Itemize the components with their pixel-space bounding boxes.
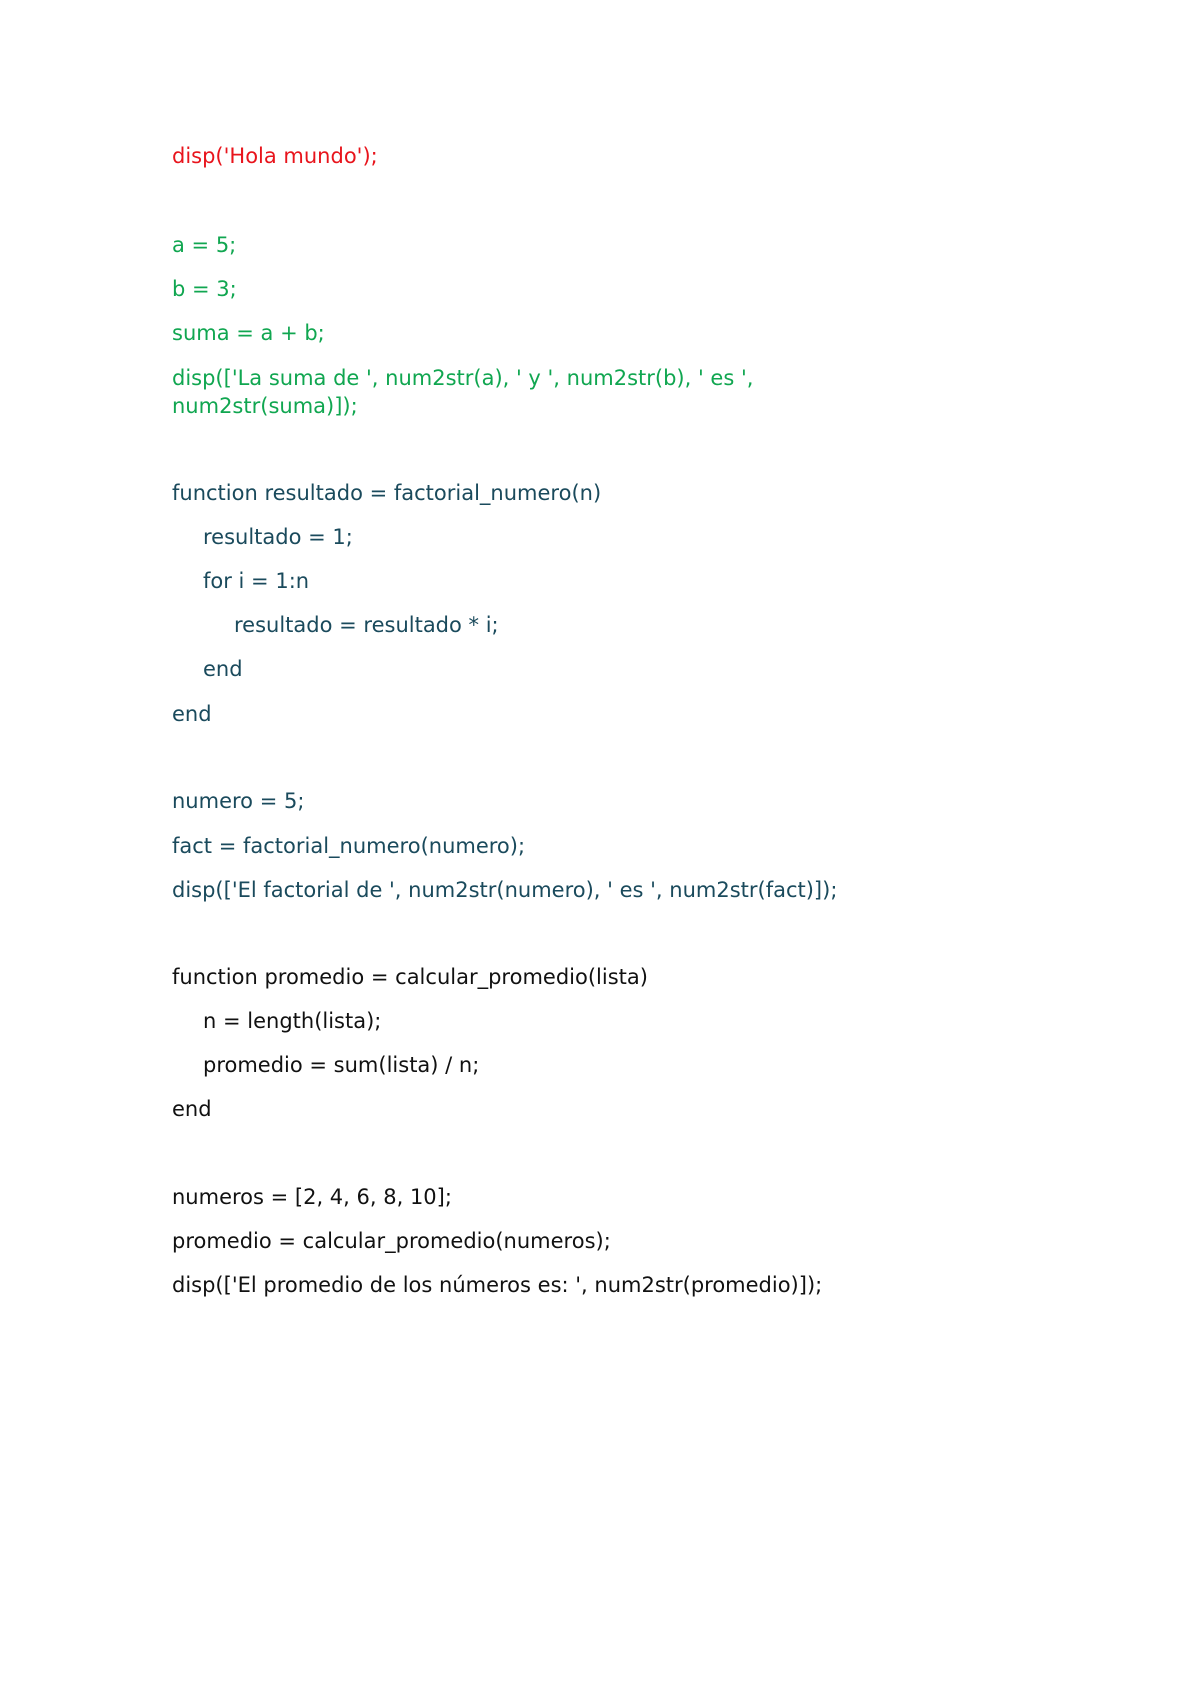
code-line-promedio-call: promedio = calcular_promedio(numeros); — [172, 1229, 611, 1253]
code-line-disp-suma: disp(['La suma de ', num2str(a), ' y ', num2str(b), ' es ', — [172, 366, 754, 390]
code-line-function-factorial: function resultado = factorial_numero(n) — [172, 481, 602, 505]
code-line-b: b = 3; — [172, 277, 237, 301]
code-line-end-for: end — [203, 657, 243, 681]
code-line-promedio-calc: promedio = sum(lista) / n; — [203, 1053, 480, 1077]
code-line-suma: suma = a + b; — [172, 321, 325, 345]
code-line-disp-promedio: disp(['El promedio de los números es: ', num2str(promedio)]); — [172, 1273, 823, 1297]
code-line-for: for i = 1:n — [203, 569, 310, 593]
code-line-end-promedio: end — [172, 1097, 212, 1121]
code-line-disp-fact: disp(['El factorial de ', num2str(numero), ' es ', num2str(fact)]); — [172, 878, 838, 902]
code-line-n-length: n = length(lista); — [203, 1009, 382, 1033]
code-line-disp-suma-cont: num2str(suma)]); — [172, 394, 358, 418]
code-line-end-function: end — [172, 702, 212, 726]
code-line-resultado-mult: resultado = resultado * i; — [234, 613, 499, 637]
code-line-numero: numero = 5; — [172, 789, 305, 813]
code-line-numeros: numeros = [2, 4, 6, 8, 10]; — [172, 1185, 452, 1209]
code-line-resultado-init: resultado = 1; — [203, 525, 353, 549]
code-line-hello: disp('Hola mundo'); — [172, 144, 378, 168]
code-line-a: a = 5; — [172, 233, 237, 257]
code-line-fact: fact = factorial_numero(numero); — [172, 834, 526, 858]
code-line-function-promedio: function promedio = calcular_promedio(lista) — [172, 965, 648, 989]
